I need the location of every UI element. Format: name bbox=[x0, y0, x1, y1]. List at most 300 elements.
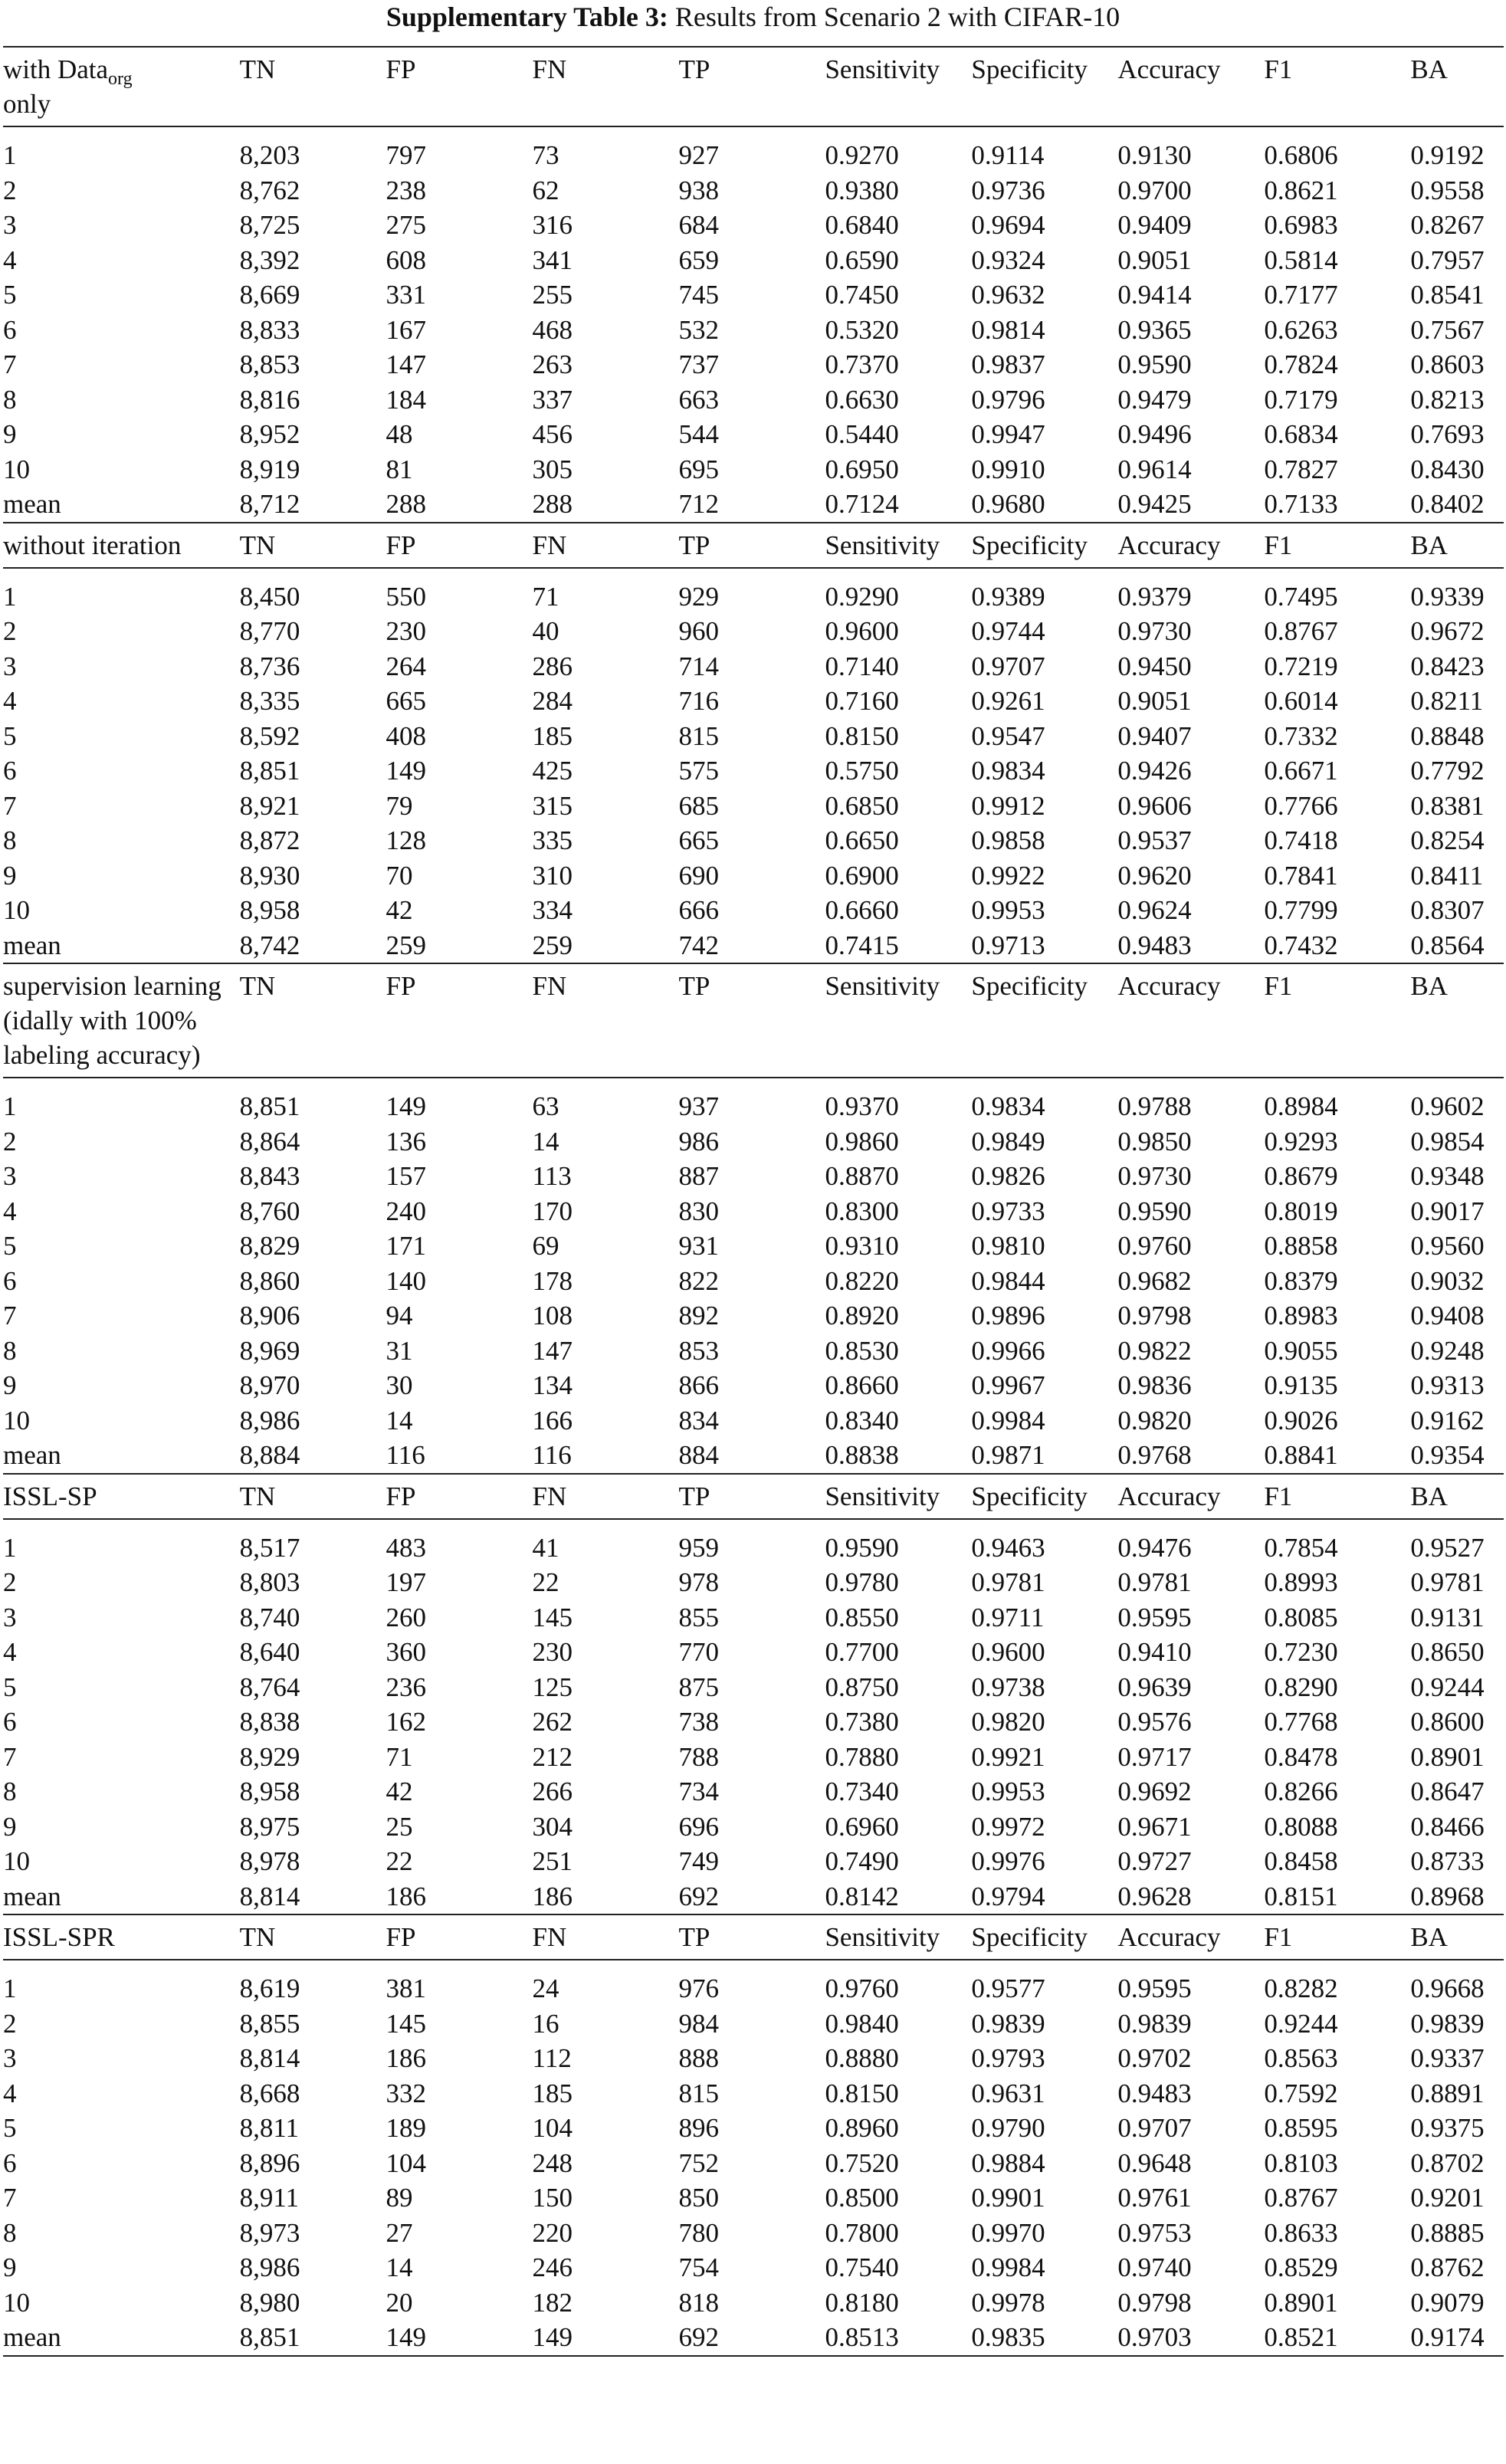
table-cell: 0.7380 bbox=[825, 1707, 899, 1737]
results-table bbox=[3, 46, 1504, 2357]
table-cell: 0.8478 bbox=[1264, 1741, 1338, 1772]
table-cell: 0.9740 bbox=[1117, 2252, 1192, 2282]
column-header-sensitivity: Sensitivity bbox=[825, 530, 940, 560]
table-cell: 0.5440 bbox=[825, 419, 899, 449]
table-cell: 0.9174 bbox=[1410, 2322, 1485, 2352]
column-header-fn: FN bbox=[532, 530, 567, 560]
section-name: supervision learning (idally with 100% labeling accuracy) bbox=[3, 971, 221, 1070]
table-cell: 8,851 bbox=[239, 2322, 300, 2352]
column-header-ba: BA bbox=[1410, 530, 1448, 560]
table-row bbox=[3, 568, 1504, 615]
table-cell: 8,592 bbox=[239, 720, 300, 751]
table-cell: 0.6900 bbox=[825, 860, 899, 891]
table-cell: 692 bbox=[678, 2322, 719, 2352]
table-cell: 0.9768 bbox=[1117, 1440, 1192, 1470]
column-header-f1: F1 bbox=[1264, 971, 1293, 1001]
table-cell: 0.5320 bbox=[825, 314, 899, 345]
table-cell: 147 bbox=[386, 349, 427, 379]
table-row bbox=[3, 243, 1504, 278]
table-cell: 0.9114 bbox=[971, 140, 1045, 170]
table-cell: 855 bbox=[678, 1602, 719, 1632]
table-cell: 0.8307 bbox=[1410, 895, 1485, 925]
table-cell: 0.9620 bbox=[1117, 860, 1192, 891]
table-cell: 8,986 bbox=[239, 2252, 300, 2282]
column-header-tn: TN bbox=[239, 54, 276, 84]
column-header-ba: BA bbox=[1410, 54, 1448, 84]
table-cell: 8,911 bbox=[239, 2183, 300, 2213]
table-cell: 666 bbox=[678, 895, 719, 925]
table-cell: 0.9602 bbox=[1410, 1091, 1485, 1121]
row-label: 6 bbox=[3, 314, 17, 345]
table-cell: 8,335 bbox=[239, 686, 300, 716]
table-cell: 712 bbox=[678, 489, 719, 519]
table-row bbox=[3, 313, 1504, 348]
table-cell: 0.8920 bbox=[825, 1301, 899, 1330]
table-cell: 8,864 bbox=[239, 1126, 300, 1157]
table-row bbox=[3, 1194, 1504, 1229]
table-row bbox=[3, 1600, 1504, 1636]
table-cell: 0.9761 bbox=[1117, 2183, 1192, 2213]
row-label: 10 bbox=[3, 895, 30, 925]
table-cell: 0.8563 bbox=[1264, 2043, 1338, 2073]
table-cell: 286 bbox=[532, 651, 573, 681]
column-header-specificity: Specificity bbox=[971, 1922, 1088, 1952]
table-cell: 0.8142 bbox=[825, 1881, 899, 1911]
table-cell: 0.7219 bbox=[1264, 651, 1338, 681]
table-cell: 0.9753 bbox=[1117, 2217, 1192, 2248]
table-cell: 0.8885 bbox=[1410, 2217, 1485, 2248]
table-row bbox=[3, 2250, 1504, 2285]
table-row bbox=[3, 2146, 1504, 2181]
table-row bbox=[3, 649, 1504, 684]
table-cell: 0.8679 bbox=[1264, 1161, 1338, 1191]
table-cell: 976 bbox=[678, 1973, 719, 2003]
table-row bbox=[3, 823, 1504, 858]
table-cell: 0.9849 bbox=[971, 1126, 1045, 1157]
table-cell: 0.9822 bbox=[1117, 1335, 1192, 1366]
column-header-ba: BA bbox=[1410, 1922, 1448, 1952]
row-label: 10 bbox=[3, 1405, 30, 1435]
row-label: 9 bbox=[3, 419, 17, 449]
table-cell: 8,855 bbox=[239, 2008, 300, 2039]
table-cell: 0.9496 bbox=[1117, 419, 1192, 449]
table-cell: 89 bbox=[386, 2183, 413, 2213]
table-cell: 0.9884 bbox=[971, 2147, 1045, 2178]
table-cell: 0.8282 bbox=[1264, 1973, 1338, 2003]
table-row bbox=[3, 173, 1504, 208]
table-cell: 0.9389 bbox=[971, 581, 1045, 612]
table-cell: 0.9600 bbox=[825, 616, 899, 646]
table-cell: 149 bbox=[386, 2322, 427, 2352]
table-cell: 0.8213 bbox=[1410, 384, 1485, 415]
row-label: mean bbox=[3, 1440, 61, 1470]
table-cell: 0.8180 bbox=[825, 2287, 899, 2318]
table-cell: 0.9293 bbox=[1264, 1126, 1338, 1157]
table-cell: 0.7490 bbox=[825, 1846, 899, 1876]
table-cell: 0.9606 bbox=[1117, 790, 1192, 821]
table-cell: 125 bbox=[532, 1672, 573, 1702]
table-row bbox=[3, 347, 1504, 382]
table-cell: 236 bbox=[386, 1672, 427, 1702]
table-cell: 896 bbox=[678, 2113, 719, 2143]
table-cell: 0.9790 bbox=[971, 2113, 1045, 2143]
table-cell: 8,930 bbox=[239, 860, 300, 891]
column-header-fn: FN bbox=[532, 1922, 567, 1952]
table-cell: 0.9380 bbox=[825, 175, 899, 205]
table-cell: 0.9820 bbox=[1117, 1405, 1192, 1435]
table-cell: 8,203 bbox=[239, 140, 300, 170]
row-label: 7 bbox=[3, 1741, 17, 1772]
table-cell: 240 bbox=[386, 1196, 427, 1226]
column-header-f1: F1 bbox=[1264, 530, 1293, 560]
table-cell: 145 bbox=[532, 1602, 573, 1632]
row-label: mean bbox=[3, 489, 61, 519]
row-label: mean bbox=[3, 2322, 61, 2352]
table-cell: 0.9055 bbox=[1264, 1335, 1338, 1366]
column-header-accuracy: Accuracy bbox=[1117, 1481, 1221, 1511]
table-cell: 0.9953 bbox=[971, 895, 1045, 925]
table-cell: 0.9628 bbox=[1117, 1881, 1192, 1911]
table-cell: 310 bbox=[532, 860, 573, 891]
table-cell: 0.8733 bbox=[1410, 1846, 1485, 1876]
table-cell: 162 bbox=[386, 1707, 427, 1737]
table-cell: 938 bbox=[678, 175, 719, 205]
table-cell: 0.8220 bbox=[825, 1265, 899, 1296]
table-cell: 0.9854 bbox=[1410, 1126, 1485, 1157]
table-cell: 0.9730 bbox=[1117, 616, 1192, 646]
section-header-row bbox=[3, 1914, 1504, 1960]
table-cell: 0.9794 bbox=[971, 1881, 1045, 1911]
table-cell: 0.7766 bbox=[1264, 790, 1338, 821]
table-cell: 182 bbox=[532, 2287, 573, 2318]
table-cell: 8,952 bbox=[239, 419, 300, 449]
row-label: 3 bbox=[3, 210, 17, 240]
table-cell: 738 bbox=[678, 1707, 719, 1737]
table-cell: 0.6263 bbox=[1264, 314, 1338, 345]
table-cell: 170 bbox=[532, 1196, 573, 1226]
table-cell: 8,450 bbox=[239, 581, 300, 612]
table-cell: 255 bbox=[532, 280, 573, 310]
table-row bbox=[3, 1670, 1504, 1705]
table-cell: 8,829 bbox=[239, 1231, 300, 1261]
row-label: 5 bbox=[3, 2113, 17, 2143]
row-label: 7 bbox=[3, 2183, 17, 2213]
table-cell: 0.6983 bbox=[1264, 210, 1338, 240]
table-cell: 0.9425 bbox=[1117, 489, 1192, 519]
row-label: 9 bbox=[3, 1811, 17, 1842]
table-cell: 815 bbox=[678, 2078, 719, 2108]
table-cell: 0.6834 bbox=[1264, 419, 1338, 449]
table-cell: 0.9837 bbox=[971, 349, 1045, 379]
table-cell: 550 bbox=[386, 581, 427, 612]
table-cell: 0.9270 bbox=[825, 140, 899, 170]
table-cell: 0.9796 bbox=[971, 384, 1045, 415]
row-label: 4 bbox=[3, 2078, 17, 2108]
table-cell: 8,896 bbox=[239, 2147, 300, 2178]
table-cell: 0.8841 bbox=[1264, 1440, 1338, 1470]
table-cell: 70 bbox=[386, 860, 413, 891]
table-row bbox=[3, 1124, 1504, 1160]
row-label: 4 bbox=[3, 1637, 17, 1667]
table-cell: 0.9781 bbox=[1410, 1567, 1485, 1597]
column-header-specificity: Specificity bbox=[971, 530, 1088, 560]
column-header-fp: FP bbox=[386, 530, 416, 560]
table-cell: 0.8151 bbox=[1264, 1881, 1338, 1911]
table-cell: 238 bbox=[386, 175, 427, 205]
table-cell: 94 bbox=[386, 1301, 413, 1330]
table-cell: 0.9407 bbox=[1117, 720, 1192, 751]
table-row bbox=[3, 2076, 1504, 2111]
table-cell: 337 bbox=[532, 384, 573, 415]
table-row bbox=[3, 2006, 1504, 2042]
table-row bbox=[3, 789, 1504, 824]
table-cell: 0.9476 bbox=[1117, 1532, 1192, 1563]
table-cell: 986 bbox=[678, 1126, 719, 1157]
table-cell: 0.7340 bbox=[825, 1777, 899, 1806]
table-cell: 42 bbox=[386, 1777, 413, 1806]
table-cell: 147 bbox=[532, 1335, 573, 1366]
table-cell: 288 bbox=[532, 489, 573, 519]
table-cell: 0.9858 bbox=[971, 825, 1045, 855]
table-row bbox=[3, 893, 1504, 928]
table-cell: 0.9871 bbox=[971, 1440, 1045, 1470]
table-cell: 0.8379 bbox=[1264, 1265, 1338, 1296]
table-cell: 0.6650 bbox=[825, 825, 899, 855]
table-cell: 0.8019 bbox=[1264, 1196, 1338, 1226]
table-cell: 116 bbox=[386, 1440, 425, 1470]
table-cell: 0.6806 bbox=[1264, 140, 1338, 170]
row-label: 2 bbox=[3, 616, 17, 646]
table-cell: 334 bbox=[532, 895, 573, 925]
table-row bbox=[3, 1809, 1504, 1845]
table-row bbox=[3, 928, 1504, 964]
table-cell: 0.9135 bbox=[1264, 1370, 1338, 1400]
table-cell: 8,969 bbox=[239, 1335, 300, 1366]
table-cell: 0.9576 bbox=[1117, 1707, 1192, 1737]
table-cell: 0.8595 bbox=[1264, 2113, 1338, 2143]
table-cell: 0.7520 bbox=[825, 2147, 899, 2178]
table-cell: 0.9798 bbox=[1117, 2287, 1192, 2318]
column-header-tp: TP bbox=[678, 530, 710, 560]
section-title bbox=[3, 1914, 240, 1960]
table-cell: 0.8290 bbox=[1264, 1672, 1338, 1702]
table-cell: 684 bbox=[678, 210, 719, 240]
table-cell: 0.9310 bbox=[825, 1231, 899, 1261]
table-cell: 0.6014 bbox=[1264, 686, 1338, 716]
table-cell: 140 bbox=[386, 1265, 427, 1296]
table-cell: 315 bbox=[532, 790, 573, 821]
table-cell: 797 bbox=[386, 140, 427, 170]
table-cell: 0.9820 bbox=[971, 1707, 1045, 1737]
table-cell: 0.9595 bbox=[1117, 1602, 1192, 1632]
table-row bbox=[3, 1159, 1504, 1194]
table-cell: 822 bbox=[678, 1265, 719, 1296]
table-cell: 0.9967 bbox=[971, 1370, 1045, 1400]
row-label: 5 bbox=[3, 1231, 17, 1261]
table-cell: 0.7370 bbox=[825, 349, 899, 379]
column-header-f1: F1 bbox=[1264, 1922, 1293, 1952]
table-cell: 0.9788 bbox=[1117, 1091, 1192, 1121]
table-cell: 927 bbox=[678, 140, 719, 170]
table-cell: 305 bbox=[532, 454, 573, 484]
table-cell: 332 bbox=[386, 2078, 427, 2108]
table-cell: 0.9162 bbox=[1410, 1405, 1485, 1435]
table-cell: 0.9639 bbox=[1117, 1672, 1192, 1702]
table-cell: 185 bbox=[532, 2078, 573, 2108]
table-cell: 0.8266 bbox=[1264, 1777, 1338, 1806]
row-label: 3 bbox=[3, 2043, 17, 2073]
table-row bbox=[3, 1368, 1504, 1403]
table-cell: 0.9672 bbox=[1410, 616, 1485, 646]
table-cell: 0.9479 bbox=[1117, 384, 1192, 415]
row-label: 2 bbox=[3, 1126, 17, 1157]
table-cell: 780 bbox=[678, 2217, 719, 2248]
table-cell: 0.9414 bbox=[1117, 280, 1192, 310]
table-row bbox=[3, 1334, 1504, 1369]
table-cell: 112 bbox=[532, 2043, 572, 2073]
table-row bbox=[3, 1565, 1504, 1600]
table-cell: 0.8633 bbox=[1264, 2217, 1338, 2248]
table-cell: 0.9408 bbox=[1410, 1301, 1485, 1330]
table-cell: 381 bbox=[386, 1973, 427, 2003]
table-cell: 8,619 bbox=[239, 1973, 300, 2003]
section-name: ISSL-SPR bbox=[3, 1922, 115, 1952]
table-cell: 0.9379 bbox=[1117, 581, 1192, 612]
table-cell: 0.8858 bbox=[1264, 1231, 1338, 1261]
table-cell: 714 bbox=[678, 651, 719, 681]
table-cell: 24 bbox=[532, 1973, 559, 2003]
table-cell: 0.8767 bbox=[1264, 616, 1338, 646]
column-header-sensitivity: Sensitivity bbox=[825, 971, 940, 1001]
table-cell: 0.9537 bbox=[1117, 825, 1192, 855]
table-cell: 0.9835 bbox=[971, 2322, 1045, 2352]
table-cell: 14 bbox=[386, 2252, 413, 2282]
table-cell: 8,986 bbox=[239, 1405, 300, 1435]
table-cell: 0.9026 bbox=[1264, 1405, 1338, 1435]
section-header-row bbox=[3, 523, 1504, 568]
table-cell: 0.9624 bbox=[1117, 895, 1192, 925]
table-cell: 0.9337 bbox=[1410, 2043, 1485, 2073]
column-header-tn: TN bbox=[239, 1481, 276, 1511]
table-cell: 0.8621 bbox=[1264, 175, 1338, 205]
table-cell: 8,980 bbox=[239, 2287, 300, 2318]
table-cell: 8,843 bbox=[239, 1161, 300, 1191]
row-label: 5 bbox=[3, 280, 17, 310]
table-row bbox=[3, 1740, 1504, 1775]
table-cell: 0.7124 bbox=[825, 489, 899, 519]
table-cell: 149 bbox=[386, 1091, 427, 1121]
row-label: 1 bbox=[3, 1973, 17, 2003]
table-cell: 16 bbox=[532, 2008, 559, 2039]
row-label: 9 bbox=[3, 1370, 17, 1400]
table-cell: 875 bbox=[678, 1672, 719, 1702]
table-cell: 0.6590 bbox=[825, 244, 899, 275]
table-cell: 8,872 bbox=[239, 825, 300, 855]
table-cell: 186 bbox=[532, 1881, 573, 1911]
table-cell: 8,851 bbox=[239, 1091, 300, 1121]
table-cell: 63 bbox=[532, 1091, 559, 1121]
column-header-fp: FP bbox=[386, 54, 416, 84]
table-cell: 984 bbox=[678, 2008, 719, 2039]
table-cell: 0.7800 bbox=[825, 2217, 899, 2248]
row-label: 2 bbox=[3, 1567, 17, 1597]
table-cell: 0.9324 bbox=[971, 244, 1045, 275]
table-cell: 22 bbox=[532, 1567, 559, 1597]
table-cell: 69 bbox=[532, 1231, 559, 1261]
table-cell: 0.7841 bbox=[1264, 860, 1338, 891]
table-cell: 665 bbox=[678, 825, 719, 855]
table-cell: 0.8870 bbox=[825, 1161, 899, 1191]
section-title bbox=[3, 47, 240, 126]
table-cell: 0.7230 bbox=[1264, 1637, 1338, 1667]
table-cell: 108 bbox=[532, 1301, 573, 1330]
table-cell: 0.7854 bbox=[1264, 1532, 1338, 1563]
table-row bbox=[3, 2285, 1504, 2321]
table-cell: 0.9365 bbox=[1117, 314, 1192, 345]
table-cell: 665 bbox=[386, 686, 427, 716]
table-cell: 0.9051 bbox=[1117, 686, 1192, 716]
column-header-sensitivity: Sensitivity bbox=[825, 1922, 940, 1952]
table-cell: 0.7133 bbox=[1264, 489, 1338, 519]
table-cell: 246 bbox=[532, 2252, 573, 2282]
table-cell: 0.9733 bbox=[971, 1196, 1045, 1226]
section-name-suffix: only bbox=[3, 89, 51, 119]
table-cell: 0.8541 bbox=[1410, 280, 1485, 310]
table-cell: 788 bbox=[678, 1741, 719, 1772]
column-header-sensitivity: Sensitivity bbox=[825, 1481, 940, 1511]
table-cell: 8,970 bbox=[239, 1370, 300, 1400]
table-cell: 685 bbox=[678, 790, 719, 821]
table-cell: 104 bbox=[532, 2113, 573, 2143]
table-cell: 8,712 bbox=[239, 489, 300, 519]
table-cell: 264 bbox=[386, 651, 427, 681]
table-cell: 0.9839 bbox=[1410, 2008, 1485, 2039]
row-label: 7 bbox=[3, 349, 17, 379]
table-cell: 0.8458 bbox=[1264, 1846, 1338, 1876]
table-cell: 0.9354 bbox=[1410, 1440, 1485, 1470]
table-cell: 0.8838 bbox=[825, 1440, 899, 1470]
table-cell: 0.9844 bbox=[971, 1265, 1045, 1296]
table-cell: 0.8993 bbox=[1264, 1567, 1338, 1597]
table-cell: 220 bbox=[532, 2217, 573, 2248]
table-cell: 425 bbox=[532, 756, 573, 786]
table-row bbox=[3, 208, 1504, 243]
table-cell: 62 bbox=[532, 175, 559, 205]
column-header-accuracy: Accuracy bbox=[1117, 54, 1221, 84]
table-row bbox=[3, 1704, 1504, 1740]
table-cell: 770 bbox=[678, 1637, 719, 1667]
table-cell: 0.9244 bbox=[1264, 2008, 1338, 2039]
table-cell: 134 bbox=[532, 1370, 573, 1400]
table-cell: 0.9834 bbox=[971, 1091, 1045, 1121]
table-cell: 166 bbox=[532, 1405, 573, 1435]
table-cell: 0.6950 bbox=[825, 454, 899, 484]
table-cell: 0.7332 bbox=[1264, 720, 1338, 751]
table-cell: 0.9781 bbox=[1117, 1567, 1192, 1597]
table-cell: 104 bbox=[386, 2147, 427, 2178]
table-cell: 0.9707 bbox=[1117, 2113, 1192, 2143]
table-cell: 0.7418 bbox=[1264, 825, 1338, 855]
table-cell: 0.8564 bbox=[1410, 930, 1485, 960]
table-cell: 0.9527 bbox=[1410, 1532, 1485, 1563]
table-cell: 0.8984 bbox=[1264, 1091, 1338, 1121]
section-header-row bbox=[3, 1474, 1504, 1519]
table-cell: 0.7827 bbox=[1264, 454, 1338, 484]
table-cell: 884 bbox=[678, 1440, 719, 1470]
column-header-accuracy: Accuracy bbox=[1117, 1922, 1221, 1952]
table-cell: 663 bbox=[678, 384, 719, 415]
table-cell: 818 bbox=[678, 2287, 719, 2318]
